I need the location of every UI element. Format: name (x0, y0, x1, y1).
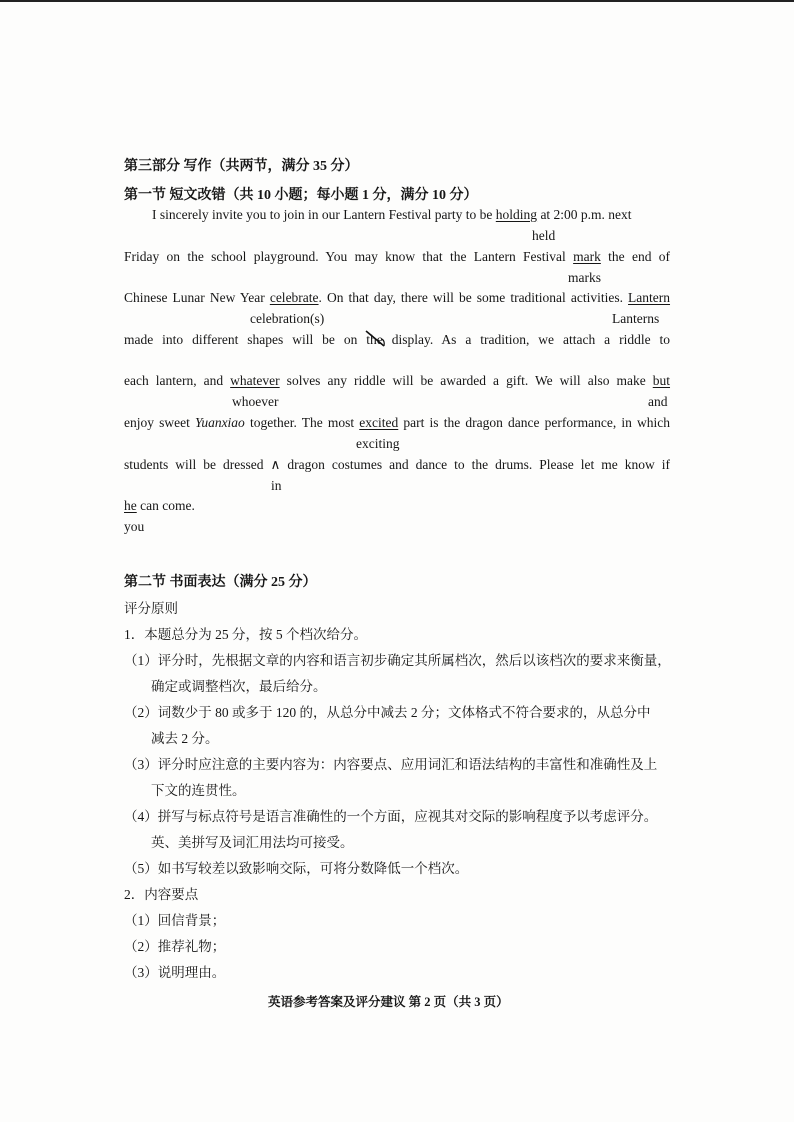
deleted-word: the (366, 332, 383, 347)
points-title: 2．内容要点 (124, 887, 199, 902)
correction: whoever (232, 394, 279, 409)
error-word: but (652, 373, 671, 388)
text: the end of (600, 249, 671, 264)
text: together. The most (244, 415, 360, 430)
point-3: （3）说明理由。 (124, 965, 226, 980)
correction: Lanterns (612, 311, 660, 326)
text: Friday on the school playground. You may know that the Lantern Festival (124, 249, 574, 264)
top-border (0, 0, 794, 2)
text: can come. (136, 498, 195, 513)
rule-4-cont: 下文的连贯性。 (151, 783, 246, 798)
section2-title: 第二节 书面表达（满分 25 分） (124, 575, 317, 590)
passage-line-5 (124, 373, 670, 389)
point-2: （2）推荐礼物； (124, 939, 226, 954)
text: dragon costumes and dance to the drums. Please let me know if (280, 457, 671, 472)
error-word: whatever (230, 373, 280, 388)
correction: celebration(s) (250, 311, 325, 326)
point-1: （1）回信背景； (124, 913, 226, 928)
correction: marks (568, 270, 601, 285)
text: solves any riddle will be awarded a gift. We will also make (279, 373, 653, 388)
text: made into different shapes will be on (124, 332, 367, 347)
text: display. As a tradition, we attach a riddle to (382, 332, 671, 347)
passage-line-6 (124, 415, 670, 431)
section1-title: 第一节 短文改错（共 10 小题；每小题 1 分，满分 10 分） (124, 188, 478, 203)
rule-2-cont: 确定或调整档次，最后给分。 (151, 679, 327, 694)
error-word: holding (495, 207, 538, 222)
correction: held (532, 228, 556, 243)
error-word: he (124, 498, 137, 513)
passage-line-1 (152, 207, 632, 223)
error-word: excited (359, 415, 399, 430)
text: students will be dressed (124, 457, 271, 472)
rule-5-cont: 英、美拼写及词汇用法均可接受。 (151, 835, 354, 850)
rule-6: （5）如书写较差以致影响交际，可将分数降低一个档次。 (124, 861, 469, 876)
page-footer: 英语参考答案及评分建议 第 2 页（共 3 页） (268, 995, 509, 1009)
text: each lantern, and (124, 373, 231, 388)
passage-line-7 (124, 457, 670, 473)
rule-5: （4）拼写与标点符号是语言准确性的一个方面，应视其对交际的影响程度予以考虑评分。 (124, 809, 658, 824)
italic-word: Yuanxiao (195, 415, 245, 430)
deletion-mark (366, 332, 383, 348)
insertion-caret: ∧ (270, 457, 281, 472)
passage-line-3 (124, 290, 670, 306)
correction: exciting (356, 436, 400, 451)
strike-icon (364, 329, 386, 349)
rules-title: 评分原则 (124, 601, 178, 616)
text: at 2:00 p.m. next (537, 207, 632, 222)
passage-line-4 (124, 332, 670, 348)
rule-2: （1）评分时，先根据文章的内容和语言初步确定其所属档次，然后以该档次的要求来衡量， (124, 653, 671, 668)
error-word: celebrate (269, 290, 319, 305)
text: I sincerely invite you to join in our Lantern Festival party to be (152, 207, 496, 222)
rule-1: 1．本题总分为 25 分，按 5 个档次给分。 (124, 627, 367, 642)
correction: you (124, 519, 145, 534)
rule-4: （3）评分时应注意的主要内容为：内容要点、应用词汇和语法结构的丰富性和准确性及上 (124, 757, 658, 772)
passage-line-2 (124, 249, 670, 265)
text: Chinese Lunar New Year (124, 290, 270, 305)
text: . On that day, there will be some traditional activities. (318, 290, 629, 305)
rule-3: （2）词数少于 80 或多于 120 的，从总分中减去 2 分；文体格式不符合要求的，从总分中 (124, 705, 651, 720)
text: part is the dragon dance performance, in which (398, 415, 670, 430)
correction: in (271, 478, 282, 493)
error-word: mark (573, 249, 601, 264)
rule-3-cont: 减去 2 分。 (151, 731, 219, 746)
part-title: 第三部分 写作（共两节，满分 35 分） (124, 159, 359, 174)
error-word: Lantern (628, 290, 671, 305)
passage-line-8 (124, 498, 195, 514)
text: enjoy sweet (124, 415, 196, 430)
correction: and (648, 394, 668, 409)
